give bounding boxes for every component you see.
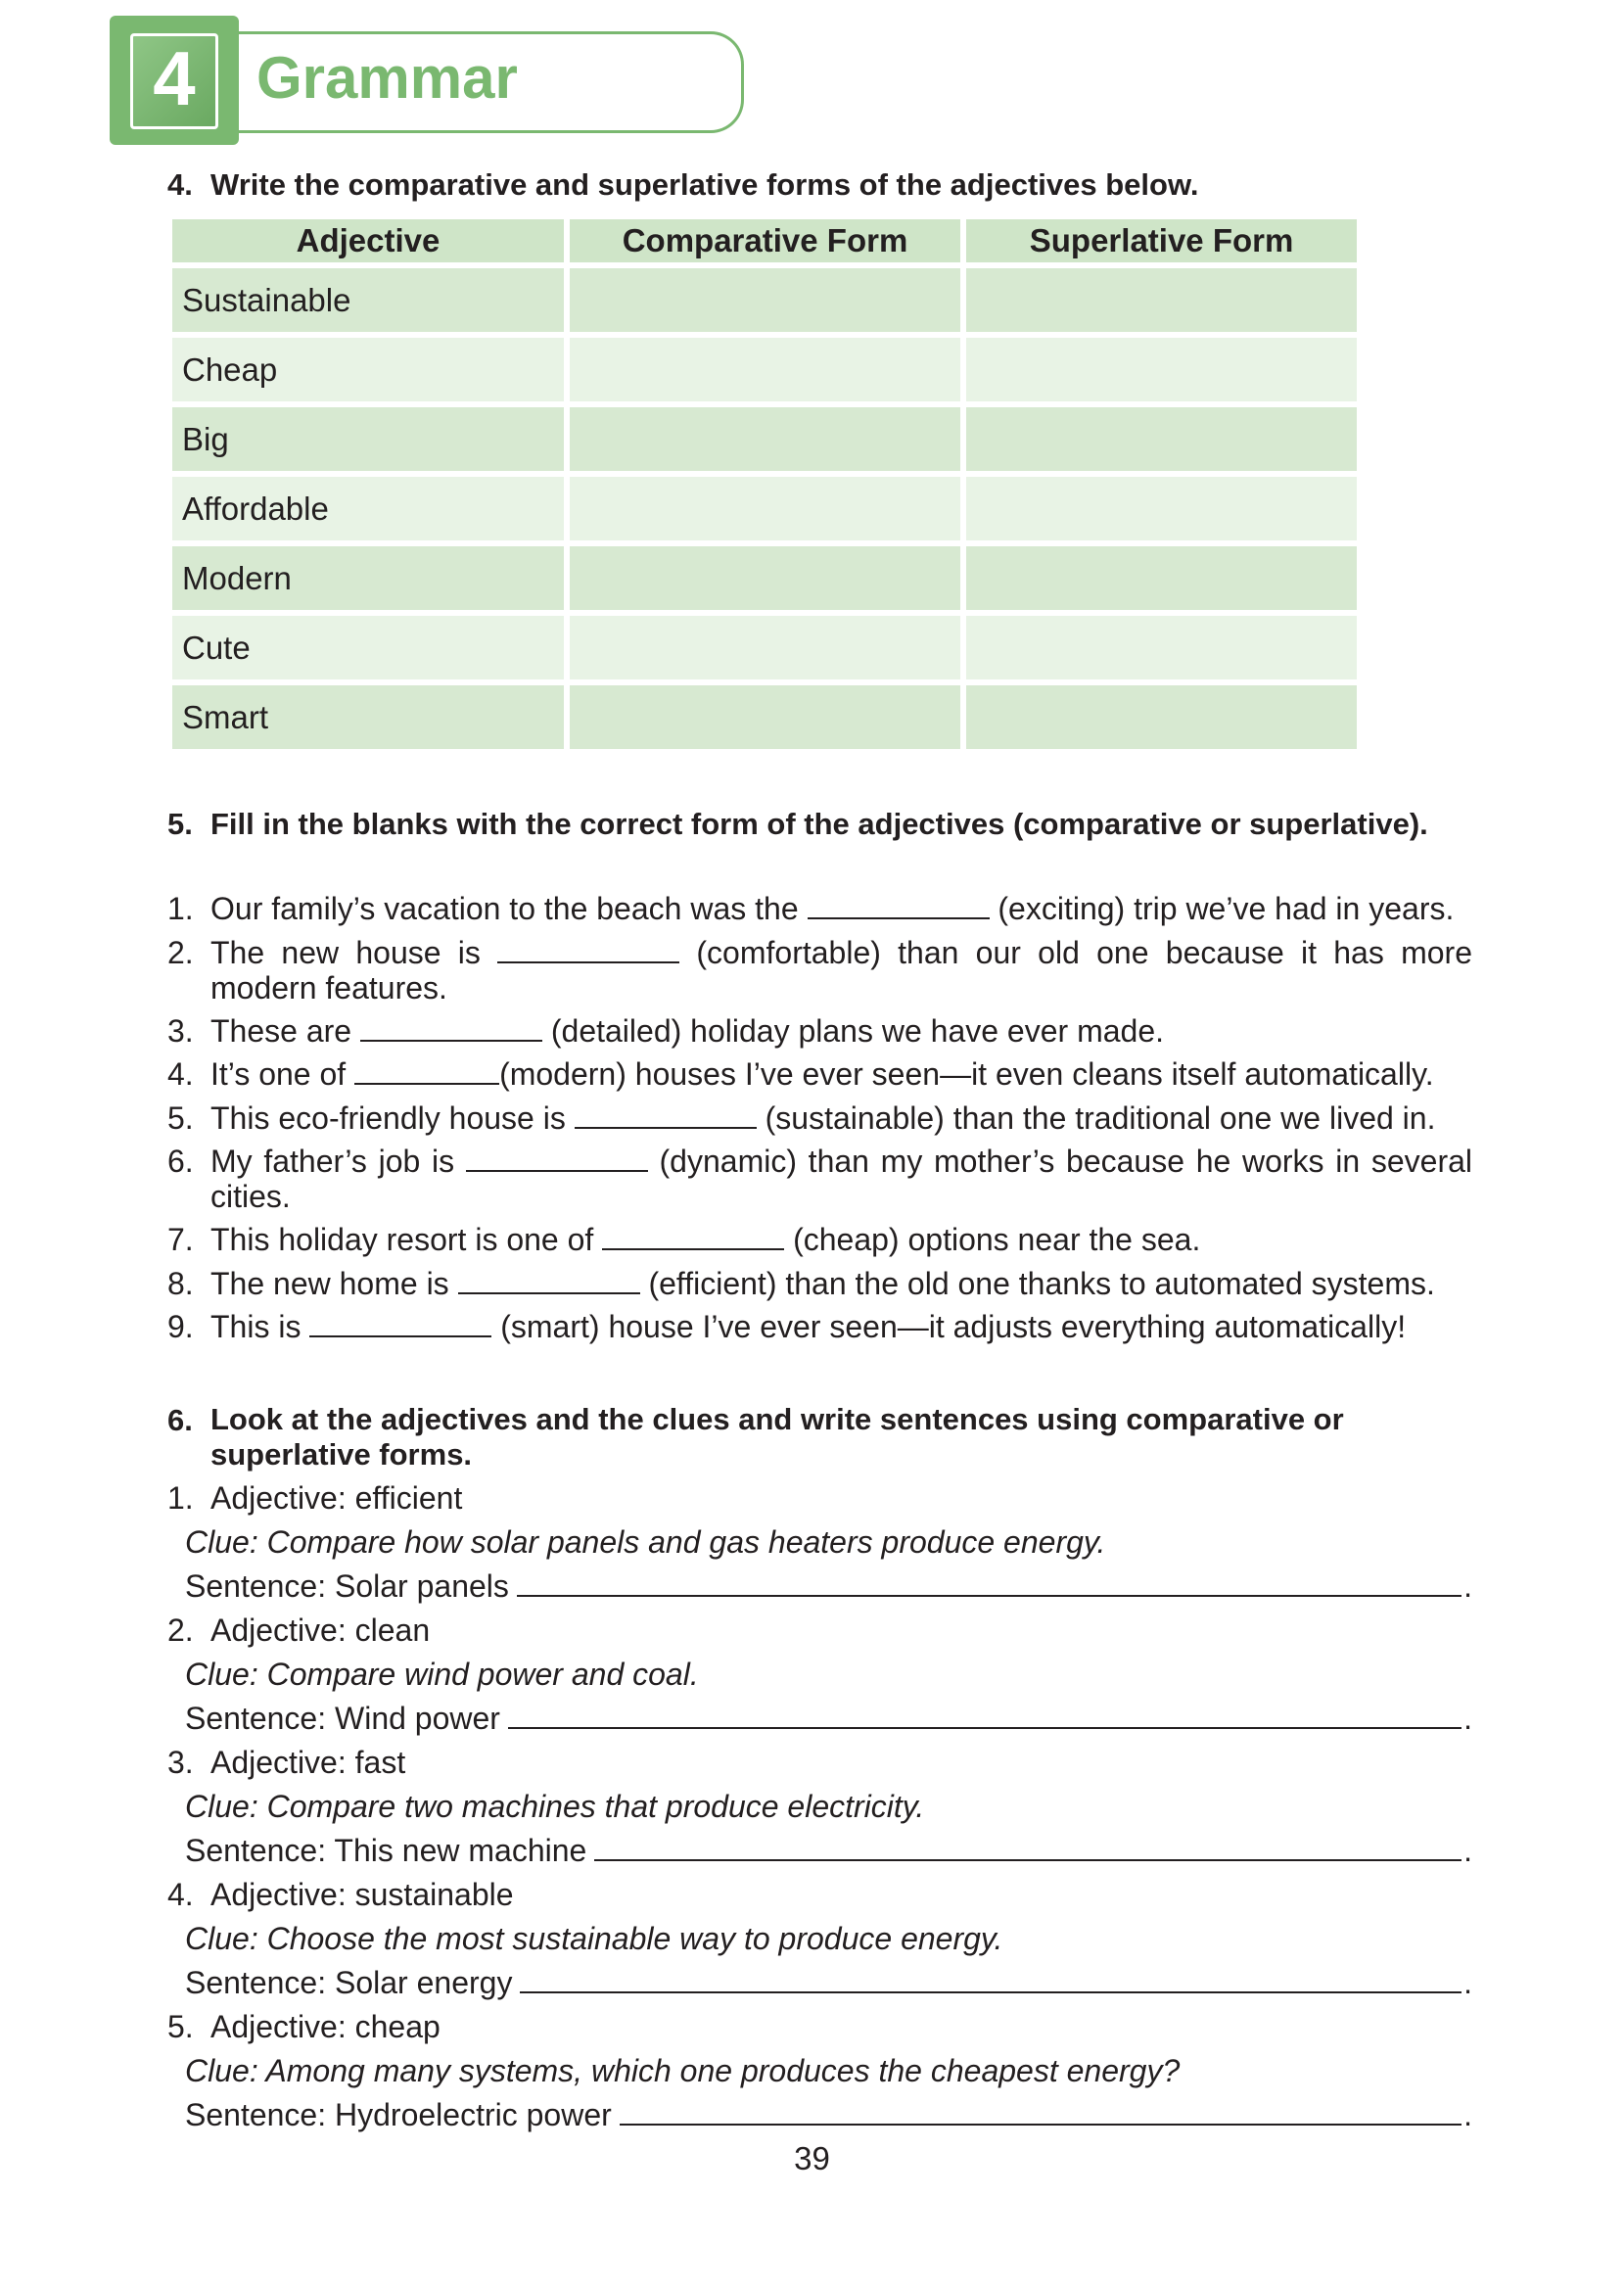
adjective-cell: Modern [172,546,564,610]
adjective-cell: Cute [172,616,564,679]
q4-instruction: Write the comparative and superlative forms of the adjectives below. [210,167,1199,202]
comparative-answer-cell[interactable] [570,616,960,679]
answer-blank[interactable] [466,1146,648,1172]
answer-blank[interactable] [309,1312,491,1337]
list-item: 6. My father’s job is (dynamic) than my mother’s because he works in several cities. [167,1144,1473,1214]
clue-text: Clue: Choose the most sustainable way to produce energy. [185,1921,1003,1956]
list-item: 3. Adjective: fast Clue: Compare two machines that produce electricity. Sentence: This new machine . [167,1745,1472,1868]
comparative-answer-cell[interactable] [570,546,960,610]
page-title: Grammar [256,45,518,111]
comparative-answer-cell[interactable] [570,685,960,749]
clue-text: Clue: Compare how solar panels and gas heaters produce energy. [185,1524,1106,1560]
answer-blank[interactable] [458,1269,640,1294]
table-row [172,546,1357,610]
list-item: 7. This holiday resort is one of (cheap) options near the sea. [167,1222,1201,1257]
answer-blank[interactable] [497,938,679,963]
col-comparative: Comparative Form [570,219,960,262]
answer-line[interactable] [517,1567,1462,1597]
q6-number: 6. [167,1403,193,1437]
answer-blank[interactable] [575,1103,757,1129]
list-item: 1. Adjective: efficient Clue: Compare how solar panels and gas heaters produce energy. Sentence: Solar panels . [167,1480,1472,1604]
list-item: 3. These are (detailed) holiday plans we have ever made. [167,1012,1164,1049]
superlative-answer-cell[interactable] [966,268,1357,332]
adjective-cell: Affordable [172,477,564,540]
answer-line[interactable] [620,2096,1462,2126]
adjective-cell: Big [172,407,564,471]
comparative-answer-cell[interactable] [570,268,960,332]
superlative-answer-cell[interactable] [966,685,1357,749]
table-row [172,407,1357,471]
clue-text: Clue: Compare wind power and coal. [185,1657,699,1692]
q6-instruction: Look at the adjectives and the clues and write sentences using comparative or superlative forms. [210,1402,1344,1472]
superlative-answer-cell[interactable] [966,338,1357,401]
table-row [172,477,1357,540]
list-item: 4. Adjective: sustainable Clue: Choose the most sustainable way to produce energy. Sentence: Solar energy . [167,1877,1472,2000]
answer-blank[interactable] [360,1016,542,1042]
clue-text: Clue: Compare two machines that produce electricity. [185,1789,925,1824]
superlative-answer-cell[interactable] [966,616,1357,679]
superlative-answer-cell[interactable] [966,407,1357,471]
q5-instruction: Fill in the blanks with the correct form of the adjectives (comparative or superlative). [210,807,1428,841]
list-item: 5. This eco-friendly house is (sustainable) than the traditional one we lived in. [167,1099,1436,1136]
answer-blank[interactable] [808,894,990,919]
list-item: 2. Adjective: clean Clue: Compare wind power and coal. Sentence: Wind power . [167,1613,1472,1736]
list-item: 8. The new home is (efficient) than the old one thanks to automated systems. [167,1265,1435,1301]
q4-number: 4. [167,167,193,202]
table-row [172,338,1357,401]
list-item: 2. The new house is (comfortable) than our old one because it has more modern features. [167,934,1472,1005]
q5-number: 5. [167,807,193,841]
list-item: 5. Adjective: cheap Clue: Among many systems, which one produces the cheapest energy? Sentence: Hydroelectric power . [167,2009,1472,2132]
adjective-cell: Cheap [172,338,564,401]
superlative-answer-cell[interactable] [966,477,1357,540]
answer-line[interactable] [594,1832,1462,1861]
q4-heading [167,166,1199,204]
q6-list [167,1476,1472,2137]
comparative-answer-cell[interactable] [570,407,960,471]
answer-line[interactable] [508,1700,1462,1729]
adjective-cell: Smart [172,685,564,749]
list-item: 9. This is (smart) house I’ve ever seen—it adjusts everything automatically! [167,1309,1407,1344]
table-row [172,616,1357,679]
answer-blank[interactable] [602,1225,784,1250]
q5-list [167,887,1472,1349]
list-item: 4. It’s one of (modern) houses I’ve ever seen—it even cleans itself automatically. [167,1056,1434,1092]
answer-blank[interactable] [354,1059,499,1085]
unit-number: 4 [153,35,196,121]
col-adjective: Adjective [172,219,564,262]
adjective-cell: Sustainable [172,268,564,332]
q5-heading [167,806,1428,843]
table-row [172,268,1357,332]
comparative-answer-cell[interactable] [570,338,960,401]
table-row [172,685,1357,749]
q6-heading [167,1402,1472,1473]
clue-text: Clue: Among many systems, which one produces the cheapest energy? [185,2053,1181,2088]
answer-line[interactable] [520,1964,1462,1993]
page-number: 39 [794,2140,830,2176]
superlative-answer-cell[interactable] [966,546,1357,610]
list-item: 1. Our family’s vacation to the beach was the (exciting) trip we’ve had in years. [167,891,1455,926]
col-superlative: Superlative Form [966,219,1357,262]
adjective-table [166,213,1363,755]
comparative-answer-cell[interactable] [570,477,960,540]
